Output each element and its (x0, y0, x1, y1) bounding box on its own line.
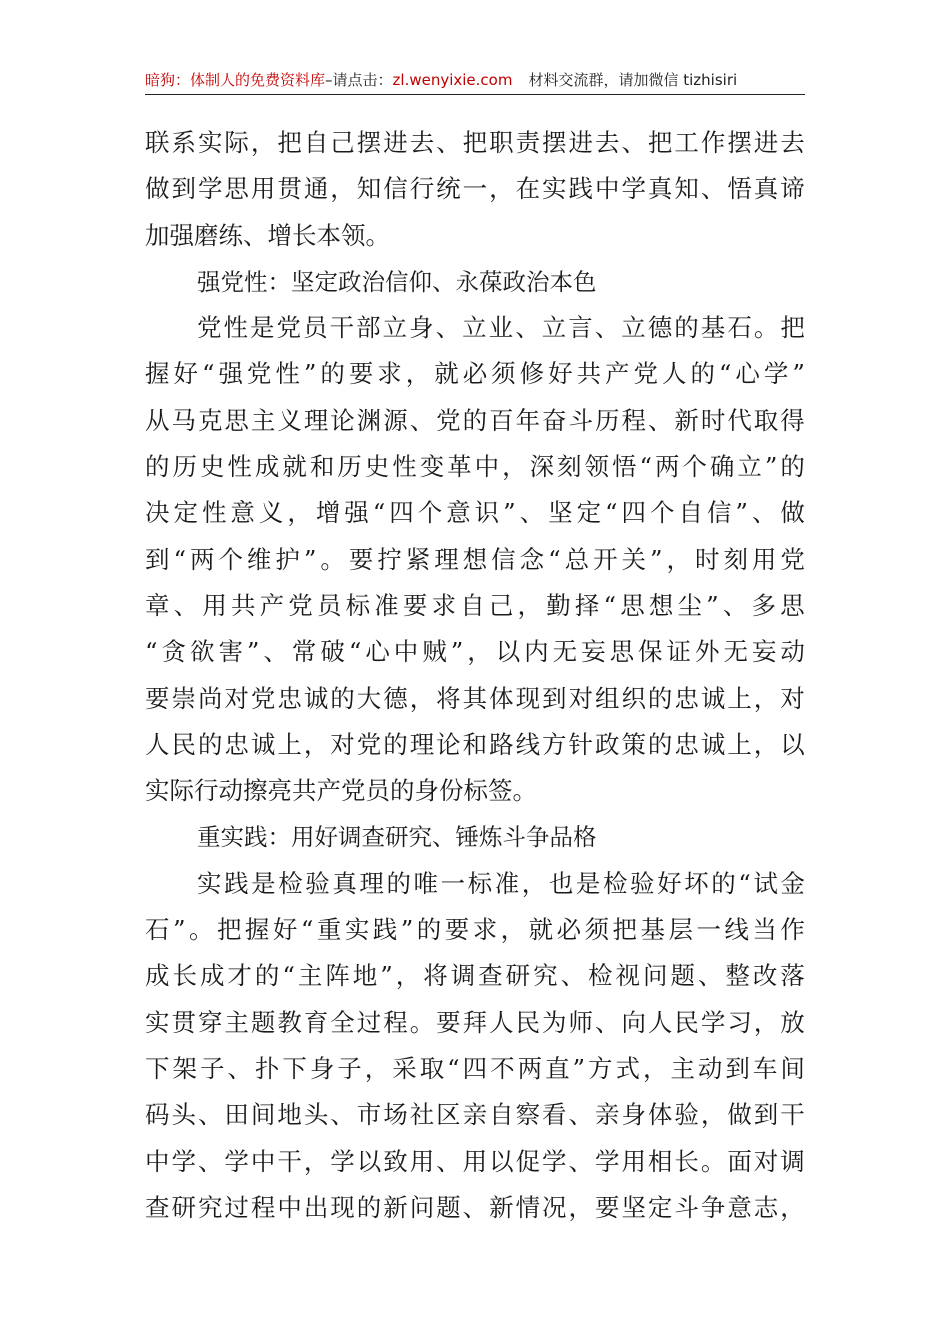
header-wechat-note: 材料交流群，请加微信 tizhisiri (528, 71, 738, 89)
paragraph-line: 到 “ 两 个 维 护 ” 。 要 拧 紧 理 想 信 念 “ 总 开 关 ” ， 时 刻 用 党 (145, 544, 805, 574)
paragraph-line: 人 民 的 忠 诚 上 ， 对 党 的 理 论 和 路 线 方 针 政 策 的 忠 诚 上 ， 以 (145, 729, 805, 759)
header-click-prompt: –请点击： (325, 71, 393, 89)
header-site-name: 暗狗：体制人的免费资料库 (145, 71, 326, 89)
paragraph-line: 石 ” 。 把 握 好 “ 重 实 践 ” 的 要 求 ， 就 必 须 把 基 层 一 线 当 作 (145, 915, 805, 945)
paragraph-line: 党 性 是 党 员 干 部 立 身 、 立 业 、 立 言 、 立 德 的 基 石 。 把 (197, 313, 805, 343)
paragraph-line: 从 马 克 思 主 义 理 论 渊 源 、 党 的 百 年 奋 斗 历 程 、 新 时 代 取 得 (145, 405, 805, 435)
paragraph-line: 要 崇 尚 对 党 忠 诚 的 大 德 ， 将 其 体 现 到 对 组 织 的 忠 诚 上 ， 对 (145, 683, 805, 713)
paragraph-line: 决 定 性 意 义 ， 增 强 “ 四 个 意 识 ” 、 坚 定 “ 四 个 自 信 ” 、 做 (145, 498, 805, 528)
paragraph-line: 加强磨练、增长本领。 (145, 220, 390, 250)
paragraph-line: 实 贯 穿 主 题 教 育 全 过 程 。 要 拜 人 民 为 师 、 向 人 民 学 习 ， 放 (145, 1007, 805, 1037)
paragraph-line: 联 系 实 际 ， 把 自 己 摆 进 去 、 把 职 责 摆 进 去 、 把 工 作 摆 进 去 (145, 128, 805, 157)
paragraph-line: 的 历 史 性 成 就 和 历 史 性 变 革 中 ， 深 刻 领 悟 “ 两 个 确 立 ” 的 (145, 452, 805, 482)
document-body (145, 120, 805, 1231)
paragraph-line: 成 长 成 才 的 “ 主 阵 地 ” ， 将 调 查 研 究 、 检 视 问 题 、 整 改 落 (145, 961, 805, 991)
header-url-link[interactable]: zl.wenyixie.com (392, 71, 513, 89)
paragraph-line: 握 好 “ 强 党 性 ” 的 要 求 ， 就 必 须 修 好 共 产 党 人 的 “ 心 学 ” (145, 359, 805, 389)
paragraph-line: “ 贪 欲 害 ” 、 常 破 “ 心 中 贼 ” ， 以 内 无 妄 思 保 证 外 无 妄 动 (145, 637, 805, 667)
paragraph-line: 中 学 、 学 中 干 ， 学 以 致 用 、 用 以 促 学 、 学 用 相 长 。 面 对 调 (145, 1146, 805, 1176)
paragraph-line: 做 到 学 思 用 贯 通 ， 知 信 行 统 一 ， 在 实 践 中 学 真 知 、 悟 真 谛 (145, 174, 805, 204)
paragraph-line: 查 研 究 过 程 中 出 现 的 新 问 题 、 新 情 况 ， 要 坚 定 斗 争 意 志 ， (145, 1192, 805, 1222)
section-heading: 重实践：用好调查研究、锤炼斗争品格 (197, 823, 597, 852)
paragraph-line: 码 头 、 田 间 地 头 、 市 场 社 区 亲 自 察 看 、 亲 身 体 验 ， 做 到 干 (145, 1100, 805, 1130)
page-header (145, 66, 805, 95)
paragraph-line: 下 架 子 、 扑 下 身 子 ， 采 取 “ 四 不 两 直 ” 方 式 ， 主 动 到 车 间 (145, 1053, 805, 1083)
section-heading: 强党性：坚定政治信仰、永葆政治本色 (197, 267, 597, 296)
paragraph-line: 实 践 是 检 验 真 理 的 唯 一 标 准 ， 也 是 检 验 好 坏 的 “ 试 金 (197, 868, 805, 898)
paragraph-line: 实际行动擦亮共产党员的身份标签。 (145, 776, 537, 806)
paragraph-line: 章 、 用 共 产 党 员 标 准 要 求 自 己 ， 勤 择 “ 思 想 尘 ” 、 多 思 (145, 590, 805, 620)
